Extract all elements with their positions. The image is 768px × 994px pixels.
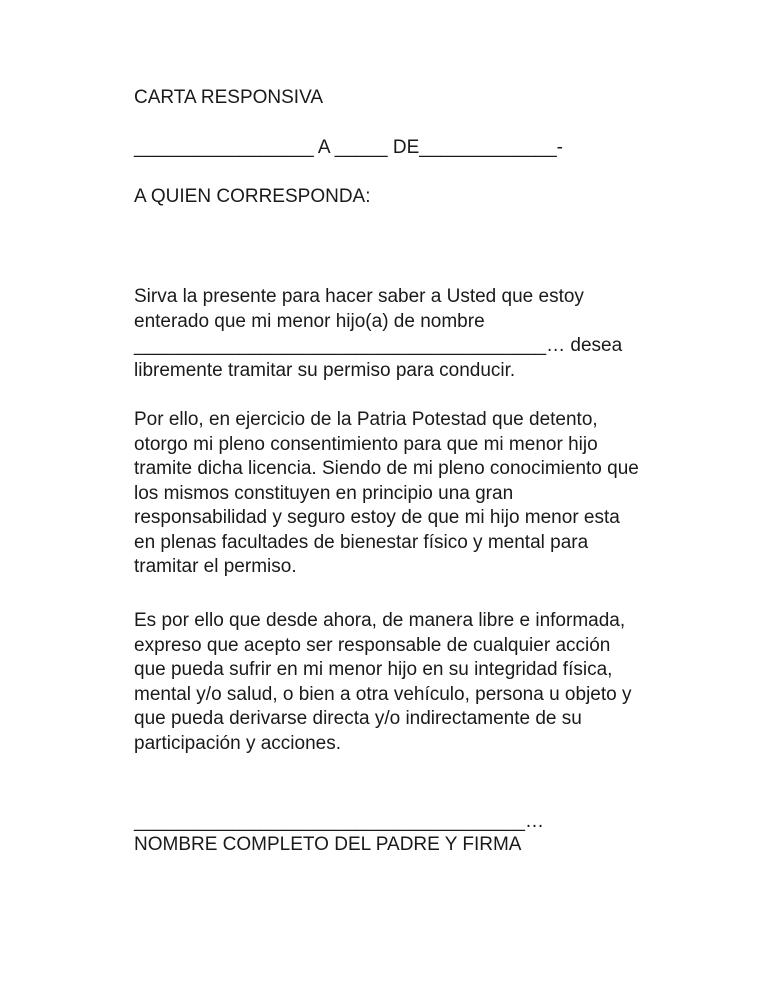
paragraph-responsibility <box>134 609 654 756</box>
paragraph-line: libremente tramitar su permiso para conducir. <box>134 359 516 381</box>
signature-line: _____________________________________… <box>134 811 544 832</box>
paragraph-line: responsabilidad y seguro estoy de que mi hijo menor esta <box>134 507 620 528</box>
paragraph-intro <box>134 285 654 383</box>
paragraph-line: expreso que acepto ser responsable de cualquier acción <box>134 634 611 656</box>
paragraph-line: Por ello, en ejercicio de la Patria Potestad que detento, <box>134 409 598 430</box>
paragraph-line: tramite dicha licencia. Siendo de mi pleno conocimiento que <box>134 458 639 479</box>
date-line: _________________ A _____ DE_____________- <box>134 137 563 158</box>
document-title: CARTA RESPONSIVA <box>134 87 323 108</box>
paragraph-line: mental y/o salud, o bien a otra vehículo, persona u objeto y <box>134 683 632 705</box>
paragraph-line: en plenas facultades de bienestar físico y mental para <box>134 531 589 553</box>
paragraph-line: enterado que mi menor hijo(a) de nombre <box>134 310 485 332</box>
paragraph-line: _______________________________________… desea <box>134 335 623 356</box>
salutation: A QUIEN CORRESPONDA: <box>134 186 371 207</box>
paragraph-line: los mismos constituyen en principio una gran <box>134 482 514 504</box>
paragraph-line: Es por ello que desde ahora, de manera libre e informada, <box>134 610 626 631</box>
paragraph-line: otorgo mi pleno consentimiento para que mi menor hijo <box>134 433 598 455</box>
paragraph-line: que pueda sufrir en mi menor hijo en su integridad física, <box>134 659 613 680</box>
paragraph-line: que pueda derivarse directa y/o indirectamente de su <box>134 708 582 729</box>
signature-label: NOMBRE COMPLETO DEL PADRE Y FIRMA <box>134 834 522 855</box>
paragraph-line: Sirva la presente para hacer saber a Usted que estoy <box>134 286 584 307</box>
paragraph-consent <box>134 408 654 580</box>
paragraph-line: participación y acciones. <box>134 732 341 754</box>
paragraph-line: tramitar el permiso. <box>134 556 297 577</box>
